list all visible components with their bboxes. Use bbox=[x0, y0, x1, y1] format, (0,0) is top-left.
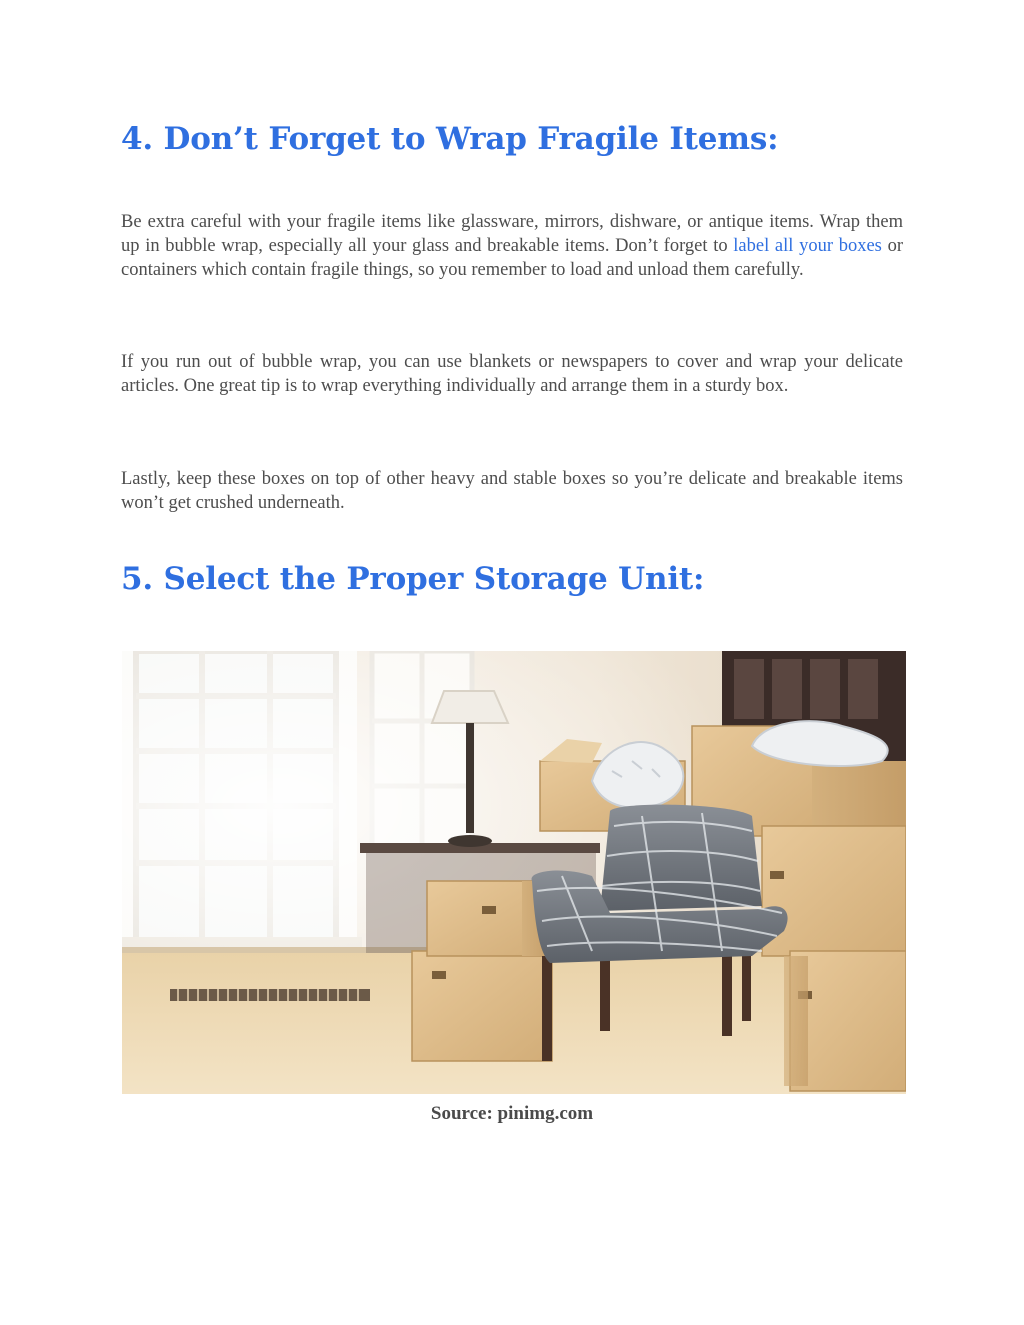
paragraph-bubble-wrap-alternatives: If you run out of bubble wrap, you can use blankets or newspapers to cover and wrap your delicate articles. One great tip is to wrap everything individually and arrange them in a sturdy box. bbox=[121, 352, 903, 396]
label-boxes-link[interactable]: label all your boxes bbox=[733, 236, 882, 256]
floor-vent bbox=[170, 989, 370, 1001]
box-stack-left bbox=[412, 881, 552, 1061]
section-heading-storage-unit: 5. Select the Proper Storage Unit: bbox=[121, 561, 705, 597]
paragraph-text-before-link: Be extra careful with your fragile items like glassware, mirrors, dishware, or antique items. Wrap them up in bubble wrap, especially all your glass and breakable items. Don’t forget to bbox=[121, 212, 903, 256]
paragraph-text-after-link: or containers which contain fragile things, so you remember to load and unload them carefully. bbox=[121, 236, 903, 280]
section-heading-wrap-fragile: 4. Don’t Forget to Wrap Fragile Items: bbox=[121, 121, 779, 157]
paragraph-box-stacking: Lastly, keep these boxes on top of other heavy and stable boxes so you’re delicate and breakable items won’t get crushed underneath. bbox=[121, 469, 903, 513]
moving-boxes-photo bbox=[122, 651, 906, 1094]
image-source-caption: Source: pinimg.com bbox=[430, 1103, 594, 1124]
paragraph-fragile-items bbox=[121, 210, 903, 282]
